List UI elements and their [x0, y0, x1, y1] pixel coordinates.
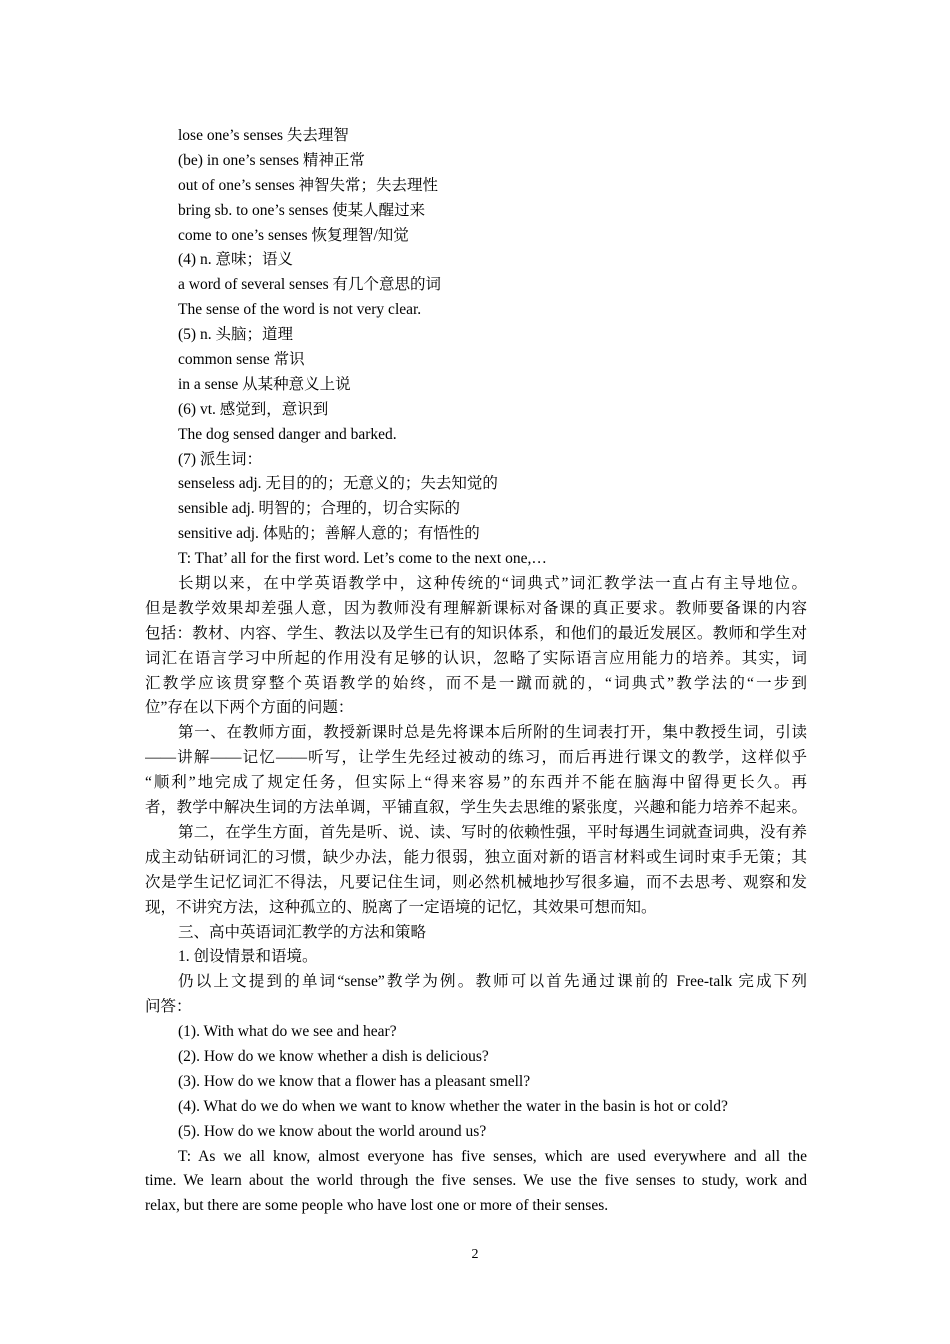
question-line: (1). With what do we see and hear?: [178, 1023, 397, 1041]
vocab-line: bring sb. to one’s senses 使某人醒过来: [178, 201, 426, 219]
teacher-line: relax, but there are some people who have lost one or more of their senses.: [145, 1197, 609, 1215]
subsection-heading: 1. 创设情景和语境。: [178, 948, 318, 966]
paragraph-line: 第二，在学生方面，首先是听、说、读、写时的依赖性强，平时每遇生词就查词典，没有养: [178, 823, 807, 841]
paragraph-line: 包括：教材、内容、学生、教法以及学生已有的知识体系，和他们的最近发展区。教师和学生对: [145, 624, 807, 642]
paragraph-line: “顺利”地完成了规定任务，但实际上“得来容易”的东西并不能在脑海中留得更长久。再: [145, 774, 807, 792]
paragraph-line: 词汇在语言学习中所起的作用没有足够的认识，忽略了实际语言应用能力的培养。其实，词: [145, 649, 807, 667]
paragraph-line: 现，不讲究方法，这种孤立的、脱离了一定语境的记忆，其效果可想而知。: [145, 898, 657, 916]
section-heading: 三、高中英语词汇教学的方法和策略: [178, 923, 427, 941]
paragraph-line: ——讲解——记忆——听写，让学生先经过被动的练习，而后再进行课文的教学，这样似乎: [145, 749, 807, 767]
vocab-line: (be) in one’s senses 精神正常: [178, 151, 365, 169]
vocab-line: sensible adj. 明智的；合理的，切合实际的: [178, 500, 460, 518]
question-line: (4). What do we do when we want to know whether the water in the basin is hot or cold?: [178, 1097, 728, 1115]
vocab-line: come to one’s senses 恢复理智/知觉: [178, 226, 409, 244]
sense-heading: (6) vt. 感觉到，意识到: [178, 400, 329, 418]
paragraph-line: 仍以上文提到的单词“sense”教学为例。教师可以首先通过课前的 Free-talk 完成下列: [178, 973, 807, 991]
sense-heading: (7) 派生词：: [178, 450, 262, 468]
paragraph-line: 次是学生记忆词汇不得法，凡要记住生词，则必然机械地抄写很多遍，而不去思考、观察和发: [145, 873, 807, 891]
paragraph-line: 者，教学中解决生词的方法单调，平铺直叙，学生失去思维的紧张度，兴趣和能力培养不起来。: [145, 799, 807, 817]
vocab-line: common sense 常识: [178, 351, 305, 369]
paragraph-line: 第一、在教师方面，教授新课时总是先将课本后所附的生词表打开，集中教授生词，引读: [178, 724, 807, 742]
paragraph-line: 成主动钻研词汇的习惯，缺少办法，能力很弱，独立面对新的语言材料或生词时束手无策；其: [145, 848, 807, 866]
teacher-line: T: That’ all for the first word. Let’s come to the next one,…: [178, 550, 547, 568]
example-sentence: The dog sensed danger and barked.: [178, 425, 397, 443]
paragraph-line: 但是教学效果却差强人意，因为教师没有理解新课标对备课的真正要求。教师要备课的内容: [145, 599, 807, 617]
vocab-line: a word of several senses 有几个意思的词: [178, 276, 442, 294]
question-line: (5). How do we know about the world around us?: [178, 1122, 487, 1140]
question-line: (2). How do we know whether a dish is delicious?: [178, 1047, 489, 1065]
question-line: (3). How do we know that a flower has a pleasant smell?: [178, 1072, 531, 1090]
teacher-line: time. We learn about the world through the five senses. We use the five senses to study, work and: [145, 1172, 807, 1190]
paragraph-line: 问答：: [145, 998, 192, 1016]
sense-heading: (4) n. 意味；语义: [178, 251, 293, 269]
vocab-line: lose one’s senses 失去理智: [178, 127, 349, 144]
body-text: [145, 124, 807, 1219]
teacher-line: T: As we all know, almost everyone has five senses, which are used everywhere and all the: [178, 1147, 807, 1165]
paragraph-line: 汇教学应该贯穿整个英语教学的始终，而不是一蹴而就的，“词典式”教学法的“一步到: [145, 674, 807, 692]
vocab-line: senseless adj. 无目的的；无意义的；失去知觉的: [178, 475, 498, 493]
paragraph-line: 位”存在以下两个方面的问题：: [145, 699, 354, 717]
page-number: 2: [471, 1247, 479, 1262]
vocab-line: out of one’s senses 神智失常；失去理性: [178, 176, 439, 194]
example-sentence: The sense of the word is not very clear.: [178, 301, 422, 319]
paragraph-line: 长期以来，在中学英语教学中，这种传统的“词典式”词汇教学法一直占有主导地位。: [178, 575, 807, 593]
sense-heading: (5) n. 头脑；道理: [178, 326, 293, 344]
vocab-line: in a sense 从某种意义上说: [178, 375, 351, 393]
vocab-line: sensitive adj. 体贴的；善解人意的；有悟性的: [178, 525, 480, 543]
